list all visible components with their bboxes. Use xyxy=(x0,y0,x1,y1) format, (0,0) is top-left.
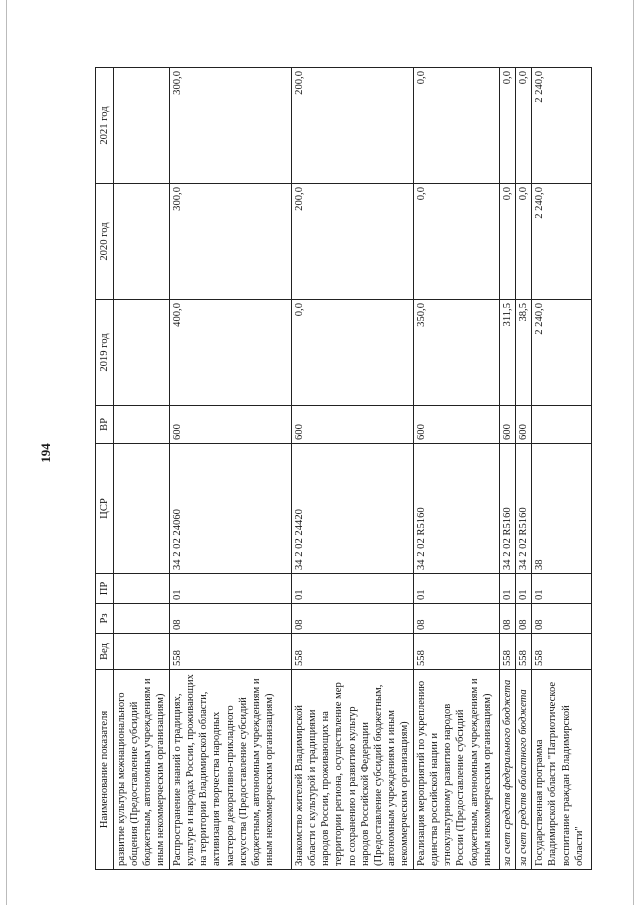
header-2020: 2020 год xyxy=(96,184,114,300)
cell-2020: 300,0 xyxy=(170,184,292,300)
table-row xyxy=(516,68,532,870)
cell-pr: 01 xyxy=(414,574,500,604)
cell-rz: 08 xyxy=(532,604,592,634)
cell-rz xyxy=(114,604,170,634)
cell-vr: 600 xyxy=(170,406,292,444)
cell-csr: 34 2 02 R5160 xyxy=(500,444,516,574)
header-rz: Рз xyxy=(96,604,114,634)
cell-vr: 600 xyxy=(516,406,532,444)
cell-ved: 558 xyxy=(292,634,414,670)
cell-pr: 01 xyxy=(292,574,414,604)
table-row xyxy=(170,68,292,870)
cell-2021: 200,0 xyxy=(292,68,414,184)
cell-2020: 0,0 xyxy=(516,184,532,300)
cell-rz: 08 xyxy=(170,604,292,634)
table-header-row xyxy=(96,68,114,870)
cell-pr: 01 xyxy=(516,574,532,604)
cell-rz: 08 xyxy=(516,604,532,634)
rotated-table-container xyxy=(95,68,590,870)
table-row xyxy=(500,68,516,870)
cell-2020: 0,0 xyxy=(414,184,500,300)
cell-ved: 558 xyxy=(500,634,516,670)
cell-name: развитие культуры межнационального общения (Предоставление субсидий бюджетным, автономным учреждениям и иным некоммерческим организациям) xyxy=(114,670,170,870)
cell-2019: 2 240,0 xyxy=(532,300,592,406)
cell-name: Распространение знаний о традициях, культуре и народах России, проживающих на территории Владимирской области, активизация творчества народных мастеров декоративно-прикладного искусства (Предоставление субсидий бюджетным, автономным учреждениям и иным некоммерческим организациям) xyxy=(170,670,292,870)
cell-csr: 38 xyxy=(532,444,592,574)
cell-2021 xyxy=(114,68,170,184)
cell-2019: 400,0 xyxy=(170,300,292,406)
page-number: 194 xyxy=(38,443,53,463)
cell-ved: 558 xyxy=(414,634,500,670)
cell-2021: 0,0 xyxy=(516,68,532,184)
scan-edge-left xyxy=(6,0,7,905)
cell-pr: 01 xyxy=(170,574,292,604)
header-vr: ВР xyxy=(96,406,114,444)
cell-2019: 311,5 xyxy=(500,300,516,406)
cell-pr: 01 xyxy=(532,574,592,604)
cell-name: Реализация мероприятий по укреплению единства российской нации и этнокультурному развитию народов России (Предоставление субсидий бюджетным, автономным учреждениям и иным некоммерческим организациям) xyxy=(414,670,500,870)
cell-2020: 200,0 xyxy=(292,184,414,300)
cell-pr xyxy=(114,574,170,604)
cell-vr xyxy=(532,406,592,444)
cell-rz: 08 xyxy=(500,604,516,634)
header-ved: Вед xyxy=(96,634,114,670)
cell-2019 xyxy=(114,300,170,406)
cell-csr: 34 2 02 24420 xyxy=(292,444,414,574)
cell-name: за счет средств областного бюджета xyxy=(516,670,532,870)
cell-vr: 600 xyxy=(292,406,414,444)
cell-2020 xyxy=(114,184,170,300)
table-row xyxy=(532,68,592,870)
cell-vr: 600 xyxy=(414,406,500,444)
header-2019: 2019 год xyxy=(96,300,114,406)
cell-2021: 0,0 xyxy=(500,68,516,184)
header-name: Наименование показателя xyxy=(96,670,114,870)
cell-ved: 558 xyxy=(516,634,532,670)
cell-name: за счет средств федерального бюджета xyxy=(500,670,516,870)
cell-2019: 38,5 xyxy=(516,300,532,406)
table-row xyxy=(292,68,414,870)
cell-name: Государственная программа Владимирской области "Патриотическое воспитание граждан Владимирской области" xyxy=(532,670,592,870)
cell-csr: 34 2 02 R5160 xyxy=(516,444,532,574)
header-csr: ЦСР xyxy=(96,444,114,574)
cell-vr: 600 xyxy=(500,406,516,444)
budget-table xyxy=(95,67,592,870)
cell-2020: 0,0 xyxy=(500,184,516,300)
cell-ved: 558 xyxy=(170,634,292,670)
cell-pr: 01 xyxy=(500,574,516,604)
header-pr: ПР xyxy=(96,574,114,604)
scan-edge-right xyxy=(633,0,634,905)
document-sheet xyxy=(95,68,590,870)
cell-2019: 0,0 xyxy=(292,300,414,406)
cell-ved xyxy=(114,634,170,670)
header-2021: 2021 год xyxy=(96,68,114,184)
cell-2021: 2 240,0 xyxy=(532,68,592,184)
cell-rz: 08 xyxy=(292,604,414,634)
cell-ved: 558 xyxy=(532,634,592,670)
cell-vr xyxy=(114,406,170,444)
cell-csr xyxy=(114,444,170,574)
cell-name: Знакомство жителей Владимирской области с культурой и традициями народов России, проживающих на территории региона, осуществление мер по сохранению и развитию культур народов Российской Федерации (Предоставление субсидий бюджетным, автономным учреждениям и иным некоммерческим организациям) xyxy=(292,670,414,870)
table-row xyxy=(414,68,500,870)
cell-2021: 0,0 xyxy=(414,68,500,184)
cell-2020: 2 240,0 xyxy=(532,184,592,300)
cell-rz: 08 xyxy=(414,604,500,634)
table-row xyxy=(114,68,170,870)
cell-csr: 34 2 02 R5160 xyxy=(414,444,500,574)
cell-2021: 300,0 xyxy=(170,68,292,184)
cell-csr: 34 2 02 24060 xyxy=(170,444,292,574)
cell-2019: 350,0 xyxy=(414,300,500,406)
